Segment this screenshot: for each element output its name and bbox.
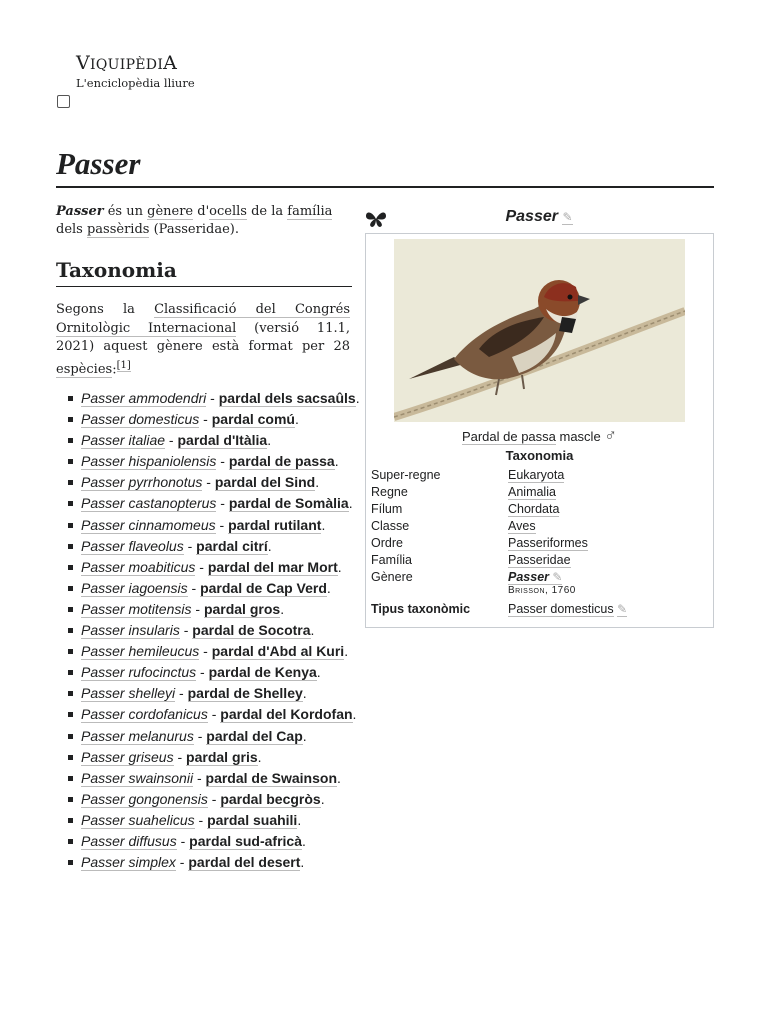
species-item xyxy=(66,453,366,469)
link-passerids[interactable]: passèrids xyxy=(86,222,150,237)
link-ocells[interactable]: ocells xyxy=(209,204,247,219)
species-scientific-link[interactable]: Passer castanopterus xyxy=(81,495,217,512)
species-common-link[interactable]: pardal citrí xyxy=(196,537,268,554)
species-scientific-link[interactable]: Passer italiae xyxy=(81,432,166,449)
taxonomy-value-link[interactable] xyxy=(508,536,588,550)
species-separator: - xyxy=(199,643,212,660)
menu-toggle-checkbox[interactable] xyxy=(57,95,70,108)
species-separator: - xyxy=(176,832,190,849)
species-separator: - xyxy=(194,811,208,828)
species-common-link[interactable]: pardal de Somàlia xyxy=(228,495,349,512)
species-item xyxy=(66,791,366,807)
species-scientific-link[interactable]: Passer iagoensis xyxy=(81,579,188,596)
species-separator: - xyxy=(216,453,229,470)
species-common-link[interactable]: pardal de Cap Verd xyxy=(200,579,327,596)
species-scientific-link[interactable]: Passer simplex xyxy=(81,854,176,871)
species-common-link[interactable]: pardal comú xyxy=(211,411,295,428)
link-classificacio[interactable]: Classificació del Congrés Ornitològic Internacional xyxy=(56,302,350,336)
species-end: . xyxy=(326,579,331,596)
species-end: . xyxy=(348,495,353,512)
species-separator: - xyxy=(191,600,204,617)
intro-text: de la xyxy=(246,204,288,219)
logo-initial: V xyxy=(76,52,91,74)
taxonomy-rank: Regne xyxy=(371,485,408,499)
species-scientific-link[interactable]: Passer rufocinctus xyxy=(81,664,197,681)
species-scientific-link[interactable]: Passer griseus xyxy=(81,748,174,765)
species-item xyxy=(66,390,366,406)
species-scientific-link[interactable]: Passer hispaniolensis xyxy=(81,453,217,470)
species-item xyxy=(66,495,366,511)
pencil-icon[interactable]: ✎ xyxy=(562,210,573,224)
taxonomy-value-link[interactable] xyxy=(508,570,562,584)
species-end: . xyxy=(280,600,285,617)
species-separator: - xyxy=(187,579,201,596)
species-separator: - xyxy=(175,854,189,871)
taxonomy-rank: Super-regne xyxy=(371,468,441,482)
species-scientific-link[interactable]: Passer diffusus xyxy=(81,832,177,849)
species-end: . xyxy=(302,727,307,744)
taxonomy-value-text[interactable]: Passeridae xyxy=(508,553,571,567)
taxonomy-paragraph xyxy=(56,301,350,379)
reference-link[interactable]: [1] xyxy=(116,359,131,371)
species-scientific-link[interactable]: Passer cinnamomeus xyxy=(81,516,216,533)
species-separator: - xyxy=(193,769,206,786)
pencil-icon[interactable]: ✎ xyxy=(549,570,563,584)
species-separator: - xyxy=(216,495,229,512)
caption-link[interactable]: Pardal de passa xyxy=(461,429,556,444)
species-scientific-link[interactable]: Passer domesticus xyxy=(81,411,200,428)
species-separator: - xyxy=(202,474,215,491)
species-end: . xyxy=(310,622,315,639)
species-item xyxy=(66,833,366,849)
intro-paragraph xyxy=(56,203,352,239)
species-end: . xyxy=(315,474,320,491)
species-scientific-link[interactable]: Passer swainsonii xyxy=(81,769,194,786)
species-common-link[interactable]: pardal sud-africà xyxy=(189,832,302,849)
taxonomy-value-link[interactable] xyxy=(508,519,536,533)
species-common-link[interactable]: pardal dels sacsaûls xyxy=(218,390,356,406)
taxonomy-value-text[interactable]: Eukaryota xyxy=(508,468,565,482)
species-item xyxy=(66,411,366,427)
species-common-link[interactable]: pardal del desert xyxy=(188,854,301,871)
site-logo[interactable] xyxy=(76,52,177,74)
species-end: . xyxy=(320,790,325,807)
species-separator: - xyxy=(207,706,221,723)
taxonomy-rank: Ordre xyxy=(371,536,403,550)
species-item xyxy=(66,749,366,765)
species-item xyxy=(66,517,366,533)
species-common-link[interactable]: pardal becgròs xyxy=(220,790,321,807)
species-end: . xyxy=(352,706,357,723)
logo-rest: IQUIPÈDI xyxy=(90,57,164,73)
species-end: . xyxy=(300,854,305,871)
species-common-link[interactable]: pardal gros xyxy=(203,600,281,617)
species-scientific-link[interactable]: Passer hemileucus xyxy=(81,643,200,660)
type-taxon-link[interactable]: Passer domesticus xyxy=(508,602,614,616)
species-separator: - xyxy=(193,727,207,744)
taxonomy-value-text[interactable]: Chordata xyxy=(508,502,560,516)
species-item xyxy=(66,580,366,596)
type-taxon-label: Tipus taxonòmic xyxy=(371,602,471,616)
species-item xyxy=(66,538,366,554)
species-separator: - xyxy=(173,748,187,765)
species-common-link[interactable]: pardal de Kenya xyxy=(208,664,317,681)
species-separator: - xyxy=(199,411,212,428)
species-end: . xyxy=(302,685,307,702)
species-item xyxy=(66,474,366,490)
intro-text: (Passeridae). xyxy=(149,222,239,237)
site-tagline: L'enciclopèdia lliure xyxy=(76,76,195,90)
species-item xyxy=(66,432,366,448)
page-title: Passer xyxy=(56,146,141,181)
title-divider xyxy=(56,186,714,188)
taxonomy-rank: Classe xyxy=(371,519,410,533)
species-item xyxy=(66,706,366,722)
species-scientific-link[interactable]: Passer motitensis xyxy=(81,600,192,617)
species-item xyxy=(66,728,366,744)
taxonomy-value-text[interactable]: Passer xyxy=(508,570,550,584)
species-separator: - xyxy=(207,790,221,807)
species-item xyxy=(66,622,366,638)
species-scientific-link[interactable]: Passer pyrrhonotus xyxy=(81,474,203,491)
infobox-header xyxy=(365,206,713,232)
species-common-link[interactable]: pardal gris xyxy=(186,748,258,765)
species-end: . xyxy=(334,453,339,470)
logo-final: A xyxy=(163,52,178,74)
taxonomy-value-text[interactable]: Animalia xyxy=(508,485,556,499)
species-separator: - xyxy=(179,622,193,639)
species-end: . xyxy=(355,390,360,406)
pencil-icon[interactable]: ✎ xyxy=(617,602,628,616)
species-common-link[interactable]: pardal de Socotra xyxy=(192,622,311,639)
species-item xyxy=(66,770,366,786)
species-item xyxy=(66,664,366,680)
species-scientific-link[interactable]: Passer gongonensis xyxy=(81,790,208,807)
intro-text: d' xyxy=(193,204,210,219)
species-separator: - xyxy=(206,390,219,406)
species-common-link[interactable]: pardal d'Itàlia xyxy=(177,432,268,449)
species-item xyxy=(66,643,366,659)
species-separator: - xyxy=(195,558,208,575)
species-common-link[interactable]: pardal rutilant xyxy=(228,516,322,533)
species-separator: - xyxy=(215,516,229,533)
intro-bold-title: Passer xyxy=(56,204,104,219)
species-common-link[interactable]: pardal suahili xyxy=(207,811,298,828)
species-scientific-link[interactable]: Passer suahelicus xyxy=(81,811,195,828)
species-separator: - xyxy=(196,664,209,681)
species-end: . xyxy=(267,432,272,449)
species-common-link[interactable]: pardal de Shelley xyxy=(187,685,303,702)
species-common-link[interactable]: pardal del mar Mort xyxy=(207,558,338,575)
species-item xyxy=(66,685,366,701)
species-list xyxy=(66,390,366,875)
species-end: . xyxy=(297,811,302,828)
link-familia[interactable]: família xyxy=(287,204,333,219)
species-common-link[interactable]: pardal del Cap xyxy=(206,727,303,744)
species-scientific-link[interactable]: Passer melanurus xyxy=(81,727,194,744)
taxonomy-value-link[interactable] xyxy=(508,468,564,482)
genus-authority: Brisson, 1760 xyxy=(508,585,576,596)
species-scientific-link[interactable]: Passer shelleyi xyxy=(81,685,176,702)
taxonomy-value-link[interactable] xyxy=(508,485,556,499)
section-heading-taxonomia: Taxonomia xyxy=(56,258,177,282)
infobox-title xyxy=(365,208,713,226)
species-end: . xyxy=(316,664,321,681)
para-text: : xyxy=(112,361,117,377)
species-item xyxy=(66,812,366,828)
species-end: . xyxy=(302,832,306,849)
taxonomy-rank: Gènere xyxy=(371,570,413,584)
species-end: . xyxy=(257,748,262,765)
species-separator: - xyxy=(175,685,188,702)
species-common-link[interactable]: pardal de Swainson xyxy=(205,769,337,786)
species-end: . xyxy=(337,769,341,786)
intro-text: és un xyxy=(103,204,148,219)
species-scientific-link[interactable]: Passer flaveolus xyxy=(81,537,184,554)
species-common-link[interactable]: pardal del Kordofan xyxy=(220,706,353,723)
species-common-link[interactable]: pardal d'Abd al Kuri xyxy=(211,643,345,660)
species-separator: - xyxy=(165,432,178,449)
species-end: . xyxy=(337,558,342,575)
link-especies[interactable]: espècies xyxy=(56,361,113,377)
infobox-title-text: Passer xyxy=(505,208,558,225)
species-scientific-link[interactable]: Passer moabiticus xyxy=(81,558,196,575)
section-divider xyxy=(56,286,352,287)
link-genere[interactable]: gènere xyxy=(147,204,194,219)
species-common-link[interactable]: pardal de passa xyxy=(228,453,335,470)
species-separator: - xyxy=(183,537,197,554)
species-end: . xyxy=(294,411,299,428)
taxonomy-value-text[interactable]: Aves xyxy=(508,519,536,533)
taxonomy-value-link[interactable] xyxy=(508,553,571,567)
species-end: . xyxy=(267,537,272,554)
intro-text: dels xyxy=(56,222,87,237)
species-item xyxy=(66,854,366,870)
taxonomy-value-text[interactable]: Passeriformes xyxy=(508,536,588,550)
taxonomy-rank: Família xyxy=(371,553,412,567)
para-text: (versió 11.1, 2021) aquest gènere està format per 28 xyxy=(56,320,351,354)
taxonomy-heading: Taxonomia xyxy=(505,448,574,463)
taxonomy-value-link[interactable] xyxy=(508,502,559,516)
species-item xyxy=(66,601,366,617)
species-end: . xyxy=(321,516,326,533)
male-symbol-icon: ♂ xyxy=(604,426,618,445)
sparrow-photo[interactable] xyxy=(394,239,685,422)
species-common-link[interactable]: pardal del Sind xyxy=(214,474,316,491)
para-text: Segons la xyxy=(56,302,155,317)
infobox xyxy=(365,233,714,628)
species-scientific-link[interactable]: Passer cordofanicus xyxy=(81,706,208,723)
species-item xyxy=(66,559,366,575)
caption-text: mascle xyxy=(555,429,605,444)
species-end: . xyxy=(344,643,349,660)
photo-caption xyxy=(366,426,713,446)
species-scientific-link[interactable]: Passer insularis xyxy=(81,622,180,639)
taxonomy-rank: Fílum xyxy=(371,502,403,516)
species-scientific-link[interactable]: Passer ammodendri xyxy=(81,390,207,406)
